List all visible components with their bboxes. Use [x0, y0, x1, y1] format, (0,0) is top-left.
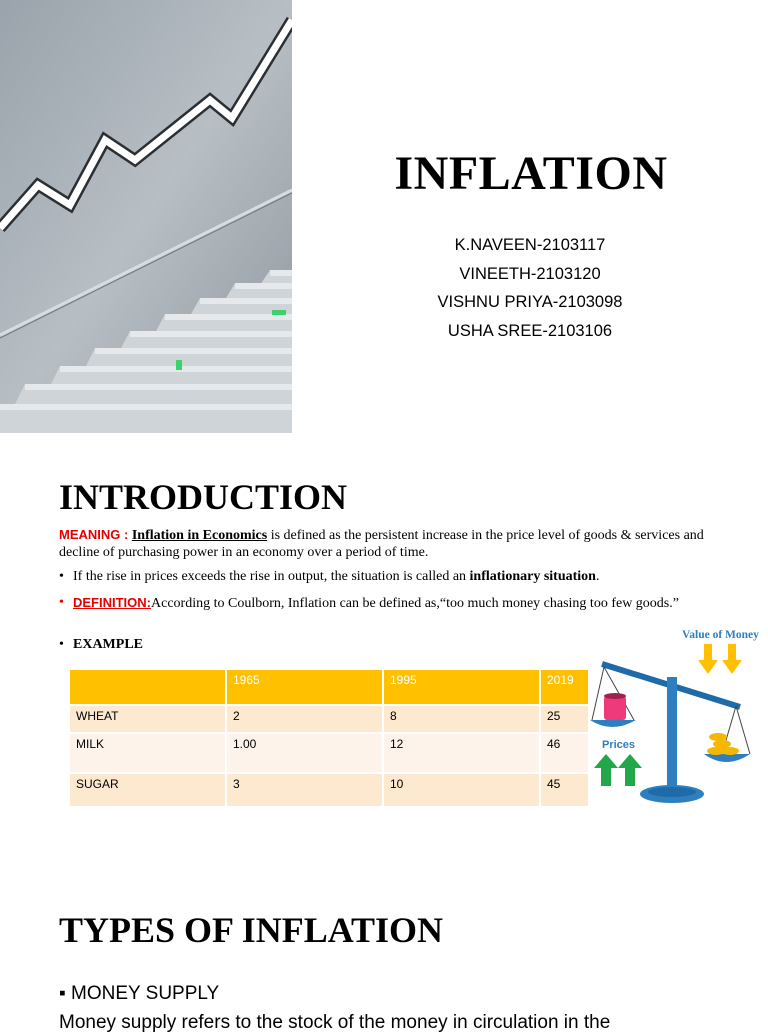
money-supply-bullet: [59, 983, 219, 1005]
hero-image-stairs-graph: [0, 0, 292, 433]
money-supply-label: MONEY SUPPLY: [71, 983, 220, 1004]
table-row: [70, 773, 589, 807]
table-cell: MILK: [70, 733, 226, 773]
example-label: EXAMPLE: [73, 637, 143, 652]
price-table: [70, 670, 590, 808]
up-arrows-icon: [594, 754, 642, 786]
author-2: VINEETH-2103120: [459, 264, 601, 283]
table-cell: WHEAT: [70, 705, 226, 733]
table-cell: 10: [383, 773, 540, 807]
bullet-dot: •: [59, 637, 64, 652]
money-supply-description: Money supply refers to the stock of the money in circulation in the: [59, 1012, 611, 1033]
table-row: [70, 733, 589, 773]
author-3: VISHNU PRIYA-2103098: [437, 293, 623, 312]
meaning-text: is defined as the persistent increase in the price level of goods & services and decline of purchasing power in an economy over a period of time.: [59, 528, 704, 560]
types-of-inflation-heading: TYPES OF INFLATION: [59, 910, 444, 950]
table-header-row: [70, 670, 589, 705]
table-header-cell: 1995: [383, 670, 540, 705]
value-of-money-label: Value of Money: [682, 629, 759, 641]
bullet1-bold: inflationary situation: [469, 569, 596, 584]
table-cell: 12: [383, 733, 540, 773]
table-cell: 2: [226, 705, 383, 733]
presentation-title: INFLATION: [394, 147, 668, 200]
table-cell: 3: [226, 773, 383, 807]
bullet-dot: •: [59, 569, 64, 584]
definition-bullet: [59, 594, 729, 612]
scale-illustration: [590, 622, 768, 814]
table-cell: 45: [540, 773, 589, 807]
title-slide: [0, 0, 768, 433]
author-list: [380, 231, 680, 345]
definition-label: DEFINITION:: [73, 595, 151, 610]
table-cell: 1.00: [226, 733, 383, 773]
coins-icon: [707, 733, 739, 755]
author-1: K.NAVEEN-2103117: [454, 236, 606, 254]
table-cell: 25: [540, 705, 589, 733]
table-header-cell: 2019: [540, 670, 589, 705]
down-arrows-icon: [698, 644, 742, 674]
table-header-cell: [70, 670, 226, 705]
meaning-term: Inflation in Economics: [131, 528, 268, 543]
cup-icon: [604, 696, 626, 720]
introduction-heading: INTRODUCTION: [59, 477, 348, 517]
meaning-paragraph: [59, 526, 719, 561]
definition-text: According to Coulborn, Inflation can be defined as,“too much money chasing too few goods.”: [151, 596, 679, 611]
square-bullet-icon: ▪: [59, 983, 66, 1004]
prices-label: Prices: [602, 739, 636, 751]
author-4: USHA SREE-2103106: [447, 321, 613, 340]
table-cell: 46: [540, 733, 589, 773]
table-header-cell: 1965: [226, 670, 383, 705]
table-cell: 8: [383, 705, 540, 733]
bullet-dot: •: [59, 595, 64, 610]
table-cell: SUGAR: [70, 773, 226, 807]
meaning-label: MEANING :: [59, 527, 129, 542]
bullet1-pre: If the rise in prices exceeds the rise in output, the situation is called an: [73, 569, 470, 584]
table-row: [70, 705, 589, 733]
bullet1-post: .: [595, 569, 600, 584]
inflationary-situation-bullet: [59, 568, 729, 585]
